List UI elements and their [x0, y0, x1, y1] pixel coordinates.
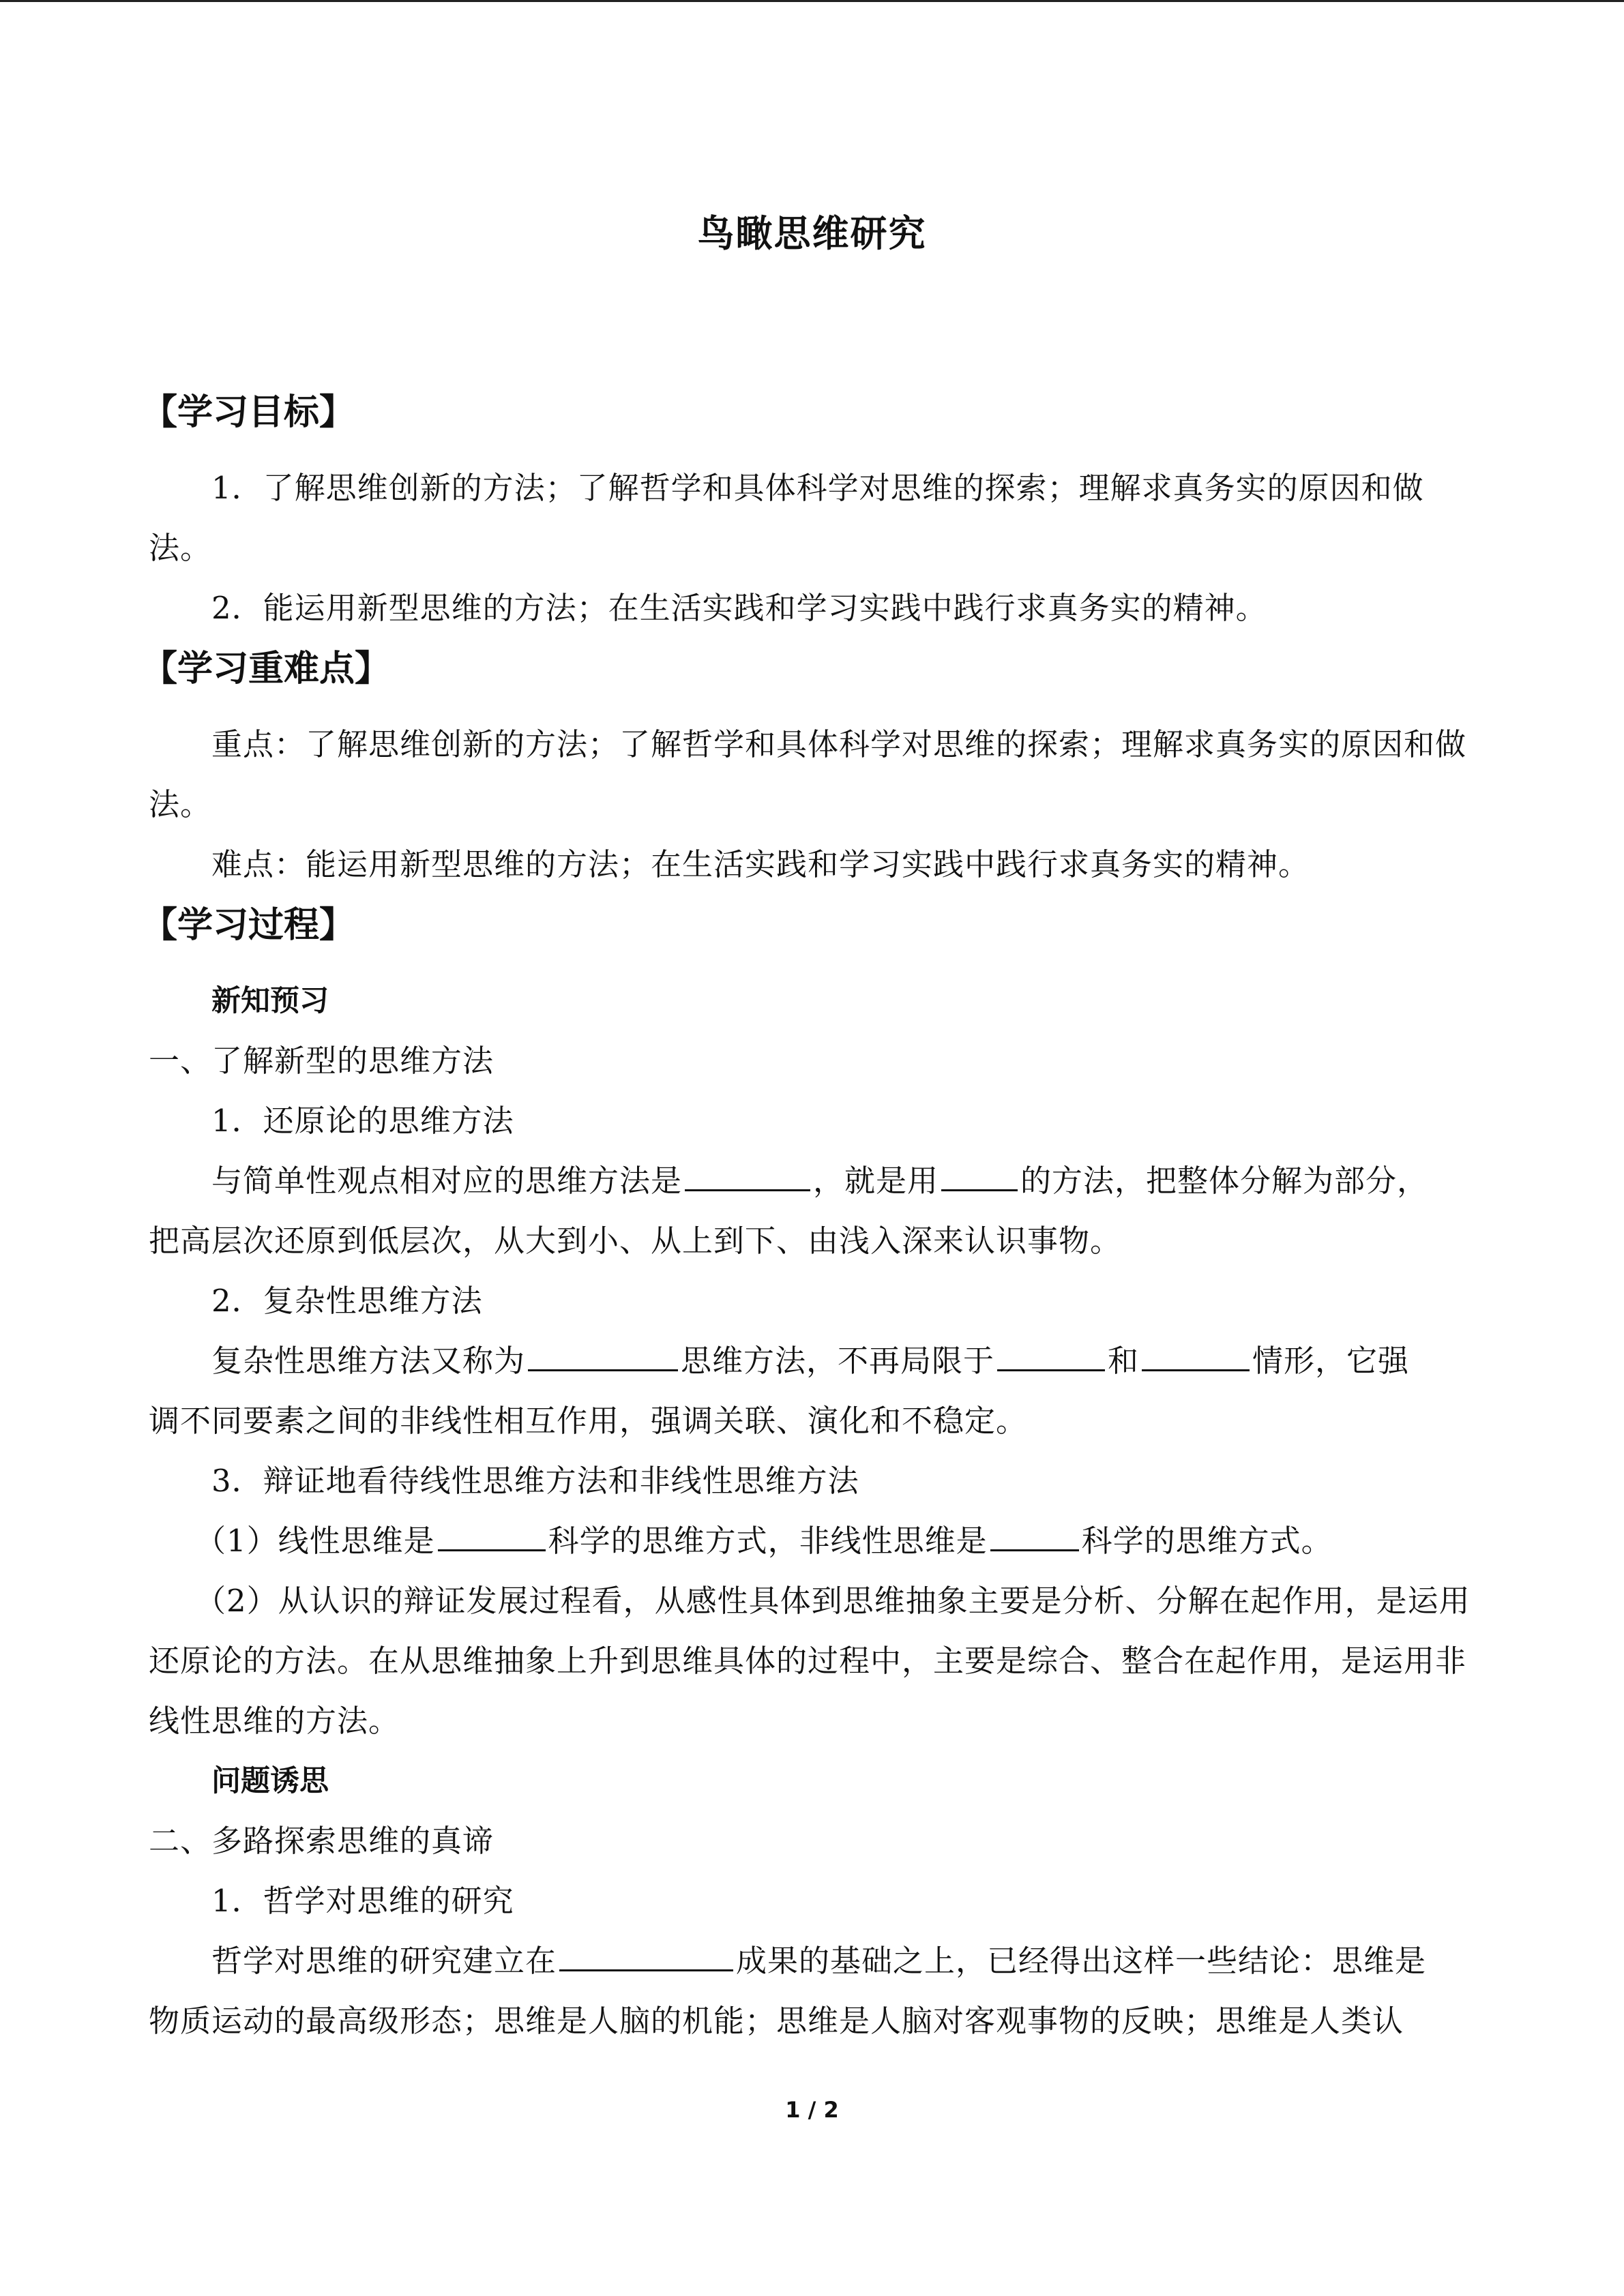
part-title: 一、了解新型的思维方法: [149, 1043, 494, 1079]
answer-blank[interactable]: [1142, 1335, 1250, 1371]
answer-blank[interactable]: [997, 1335, 1105, 1371]
document-body: [142, 382, 1475, 2051]
answer-blank[interactable]: [528, 1335, 678, 1371]
item-heading: 1．还原论的思维方法: [211, 1103, 514, 1139]
subheading-inquiry: 问题诱思: [211, 1764, 329, 1798]
item-heading: 1．哲学对思维的研究: [211, 1883, 514, 1919]
goal-item: 2．能运用新型思维的方法；在生活实践和学习实践中践行求真务实的精神。: [211, 590, 1267, 626]
text-paragraph: （2）从认识的辩证发展过程看，从感性具体到思维抽象主要是分析、分解在起作用，是运用还原论的方法。在从思维抽象上升到思维具体的过程中，主要是综合、整合在起作用，是运用非线性思维的方法。: [149, 1583, 1471, 1739]
answer-blank[interactable]: [990, 1515, 1079, 1551]
part-title: 二、多路探索思维的真谛: [149, 1823, 494, 1859]
answer-blank[interactable]: [559, 1935, 733, 1971]
fill-in-line: （1）线性思维是 科学的思维方式，非线性思维是 科学的思维方式。: [149, 1511, 1475, 1571]
item-heading: 3．辩证地看待线性思维方法和非线性思维方法: [211, 1463, 859, 1499]
top-border: [0, 0, 1624, 2]
section-heading-goals: 【学习目标】: [142, 392, 355, 433]
goal-item: 1．了解思维创新的方法；了解哲学和具体科学对思维的探索；理解求真务实的原因和做法。: [149, 470, 1424, 566]
answer-blank[interactable]: [685, 1155, 810, 1191]
page-indicator: 1 / 2: [785, 2097, 839, 2123]
text-line: 把高层次还原到低层次，从大到小、从上到下、由浅入深来认识事物。: [149, 1223, 1122, 1259]
fill-in-line: 与简单性观点相对应的思维方法是 ，就是用 的方法，把整体分解为部分，: [149, 1151, 1475, 1211]
key-point-item: 难点：能运用新型思维的方法；在生活实践和学习实践中践行求真务实的精神。: [211, 846, 1310, 882]
page-title: 鸟瞰思维研究: [697, 212, 927, 255]
key-point-item: 重点：了解思维创新的方法；了解哲学和具体科学对思维的探索；理解求真务实的原因和做法。: [149, 726, 1467, 822]
answer-blank[interactable]: [438, 1515, 546, 1551]
section-heading-key-points: 【学习重难点】: [142, 648, 391, 689]
section-heading-process: 【学习过程】: [142, 905, 355, 946]
item-heading: 2．复杂性思维方法: [211, 1283, 483, 1319]
answer-blank[interactable]: [941, 1155, 1018, 1191]
subheading-preview: 新知预习: [211, 984, 329, 1018]
text-line: 物质运动的最高级形态；思维是人脑的机能；思维是人脑对客观事物的反映；思维是人类认: [149, 2003, 1404, 2039]
text-line: 调不同要素之间的非线性相互作用，强调关联、演化和不稳定。: [149, 1403, 1028, 1439]
fill-in-line: 哲学对思维的研究建立在 成果的基础之上，已经得出这样一些结论：思维是: [149, 1931, 1475, 1991]
fill-in-line: 复杂性思维方法又称为 思维方法，不再局限于 和 情形，它强: [149, 1331, 1475, 1391]
